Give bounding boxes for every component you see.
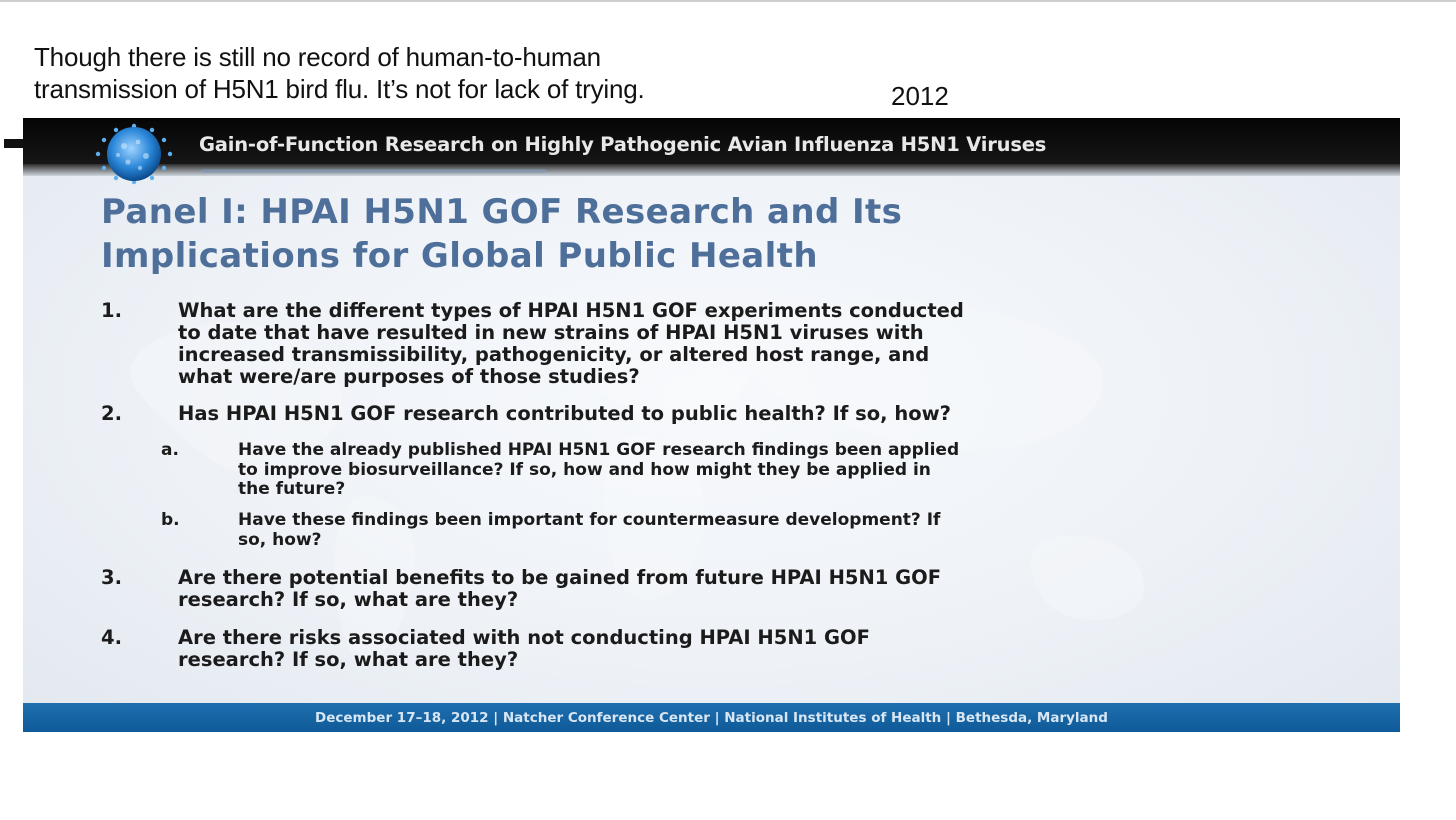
subquestion-letter: a.: [161, 440, 179, 460]
subquestion-line: Have these findings been important for countermeasure development? If: [238, 510, 941, 530]
slide-panel-title: [101, 190, 1281, 278]
panel-title-line-1: Panel I: HPAI H5N1 GOF Research and Its: [101, 192, 903, 232]
caption-text: [34, 41, 794, 105]
subquestion-text: [238, 441, 959, 500]
question-line: Are there risks associated with not conducting HPAI H5N1 GOF: [178, 626, 870, 649]
virus-icon: [78, 122, 190, 186]
subquestion-line: to improve biosurveillance? If so, how and how might they be applied in: [238, 459, 931, 480]
slide-header-title: Gain-of-Function Research on Highly Pathogenic Avian Influenza H5N1 Viruses: [199, 133, 1047, 156]
side-marker: [4, 139, 24, 148]
question-line: to date that have resulted in new strains of HPAI H5N1 viruses with: [178, 321, 924, 344]
caption-line-2: transmission of H5N1 bird flu. It’s not for lack of trying.: [34, 74, 645, 104]
question-text: [178, 403, 951, 425]
question-text: [178, 567, 941, 611]
question-line: research? If so, what are they?: [178, 588, 519, 611]
presentation-slide-image: [23, 118, 1400, 732]
slide-footer-text: December 17–18, 2012 | Natcher Conference Center | National Institutes of Health | Bethesda, Maryland: [315, 710, 1108, 726]
question-line: increased transmissibility, pathogenicity, or altered host range, and: [178, 343, 930, 366]
subquestion-line: the future?: [238, 479, 346, 499]
question-line: Has HPAI H5N1 GOF research contributed to public health? If so, how?: [178, 402, 951, 425]
question-line: What are the different types of HPAI H5N1 GOF experiments conducted: [178, 299, 964, 322]
question-line: Are there potential benefits to be gained from future HPAI H5N1 GOF: [178, 566, 942, 589]
subquestion-line: Have the already published HPAI H5N1 GOF research findings been applied: [238, 440, 960, 460]
question-number: 2.: [101, 402, 122, 425]
subquestion-line: so, how?: [238, 529, 322, 550]
top-divider: [0, 0, 1456, 2]
question-line: what were/are purposes of those studies?: [178, 365, 640, 388]
question-number: 1.: [101, 299, 122, 322]
question-number: 3.: [101, 566, 122, 589]
question-line: research? If so, what are they?: [178, 648, 519, 671]
question-text: [178, 300, 964, 388]
subquestion-text: [238, 511, 940, 550]
question-text: [178, 627, 870, 671]
subquestion-letter: b.: [161, 510, 180, 530]
year-label: 2012: [891, 81, 949, 111]
slide-footer-bar: [23, 703, 1400, 732]
slide-header-subtitle-blur: [201, 169, 546, 173]
question-number: 4.: [101, 626, 122, 649]
caption-line-1: Though there is still no record of human-to-human: [34, 42, 601, 72]
panel-title-line-2: Implications for Global Public Health: [101, 236, 818, 276]
